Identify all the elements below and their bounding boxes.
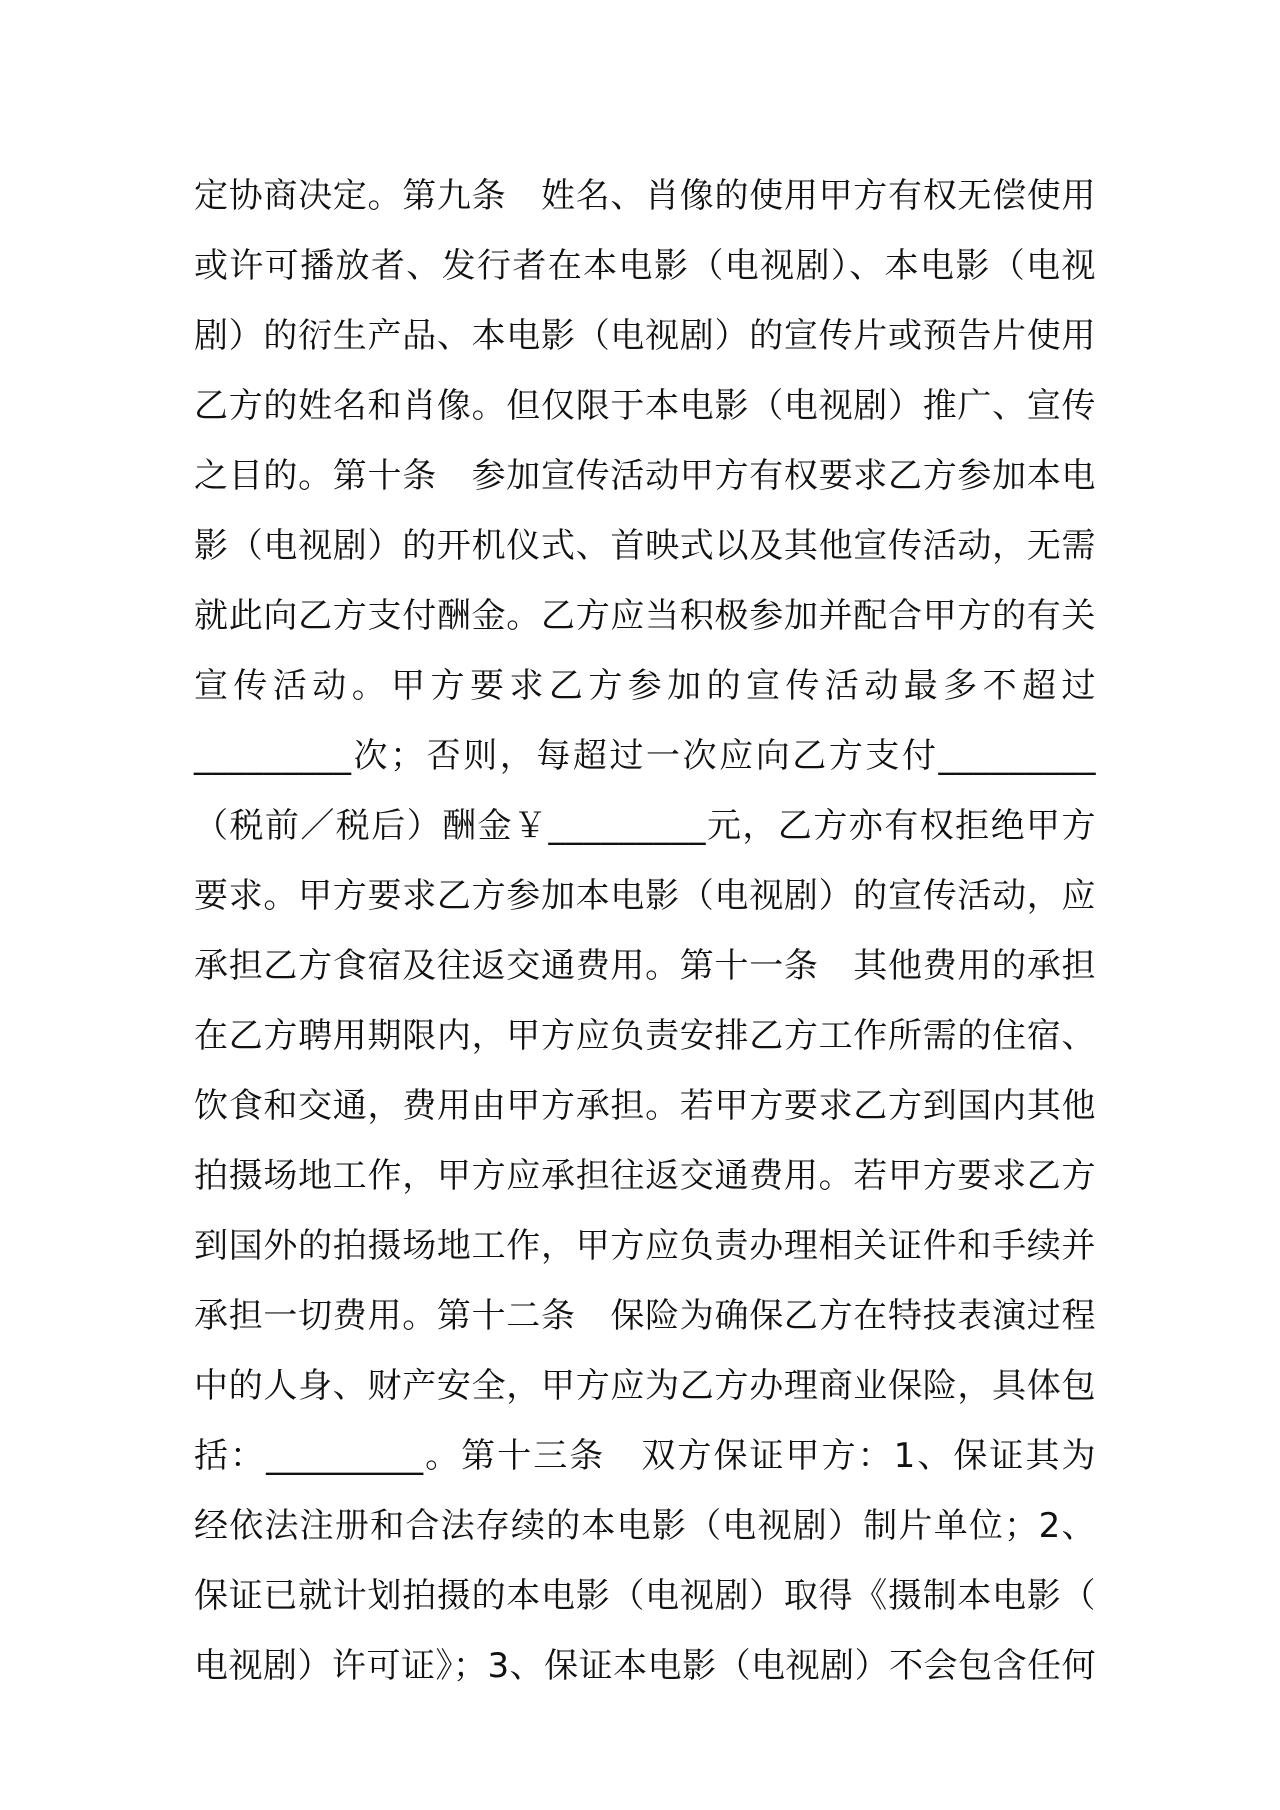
text-line: 承担乙方食宿及往返交通费用。第十一条 其他费用的承担 bbox=[194, 946, 1096, 986]
text-line: 乙方的姓名和肖像。但仅限于本电影（电视剧）推广、宣传 bbox=[194, 386, 1096, 426]
text-line: 饮食和交通，费用由甲方承担。若甲方要求乙方到国内其他 bbox=[194, 1086, 1096, 1126]
text-line: 之目的。第十条 参加宣传活动甲方有权要求乙方参加本电 bbox=[194, 456, 1096, 496]
text-line: 保证已就计划拍摄的本电影（电视剧）取得《摄制本电影（ bbox=[194, 1576, 1096, 1616]
text-line: 要求。甲方要求乙方参加本电影（电视剧）的宣传活动，应 bbox=[194, 876, 1096, 916]
text-line: 或许可播放者、发行者在本电影（电视剧）、本电影（电视 bbox=[194, 246, 1096, 286]
text-line: 就此向乙方支付酬金。乙方应当积极参加并配合甲方的有关 bbox=[194, 596, 1096, 636]
text-line: 到国外的拍摄场地工作，甲方应负责办理相关证件和手续并 bbox=[194, 1226, 1096, 1266]
text-line: 宣传活动。甲方要求乙方参加的宣传活动最多不超过 bbox=[194, 666, 1096, 706]
text-line: 承担一切费用。第十二条 保险为确保乙方在特技表演过程 bbox=[194, 1296, 1096, 1336]
text-line: 中的人身、财产安全，甲方应为乙方办理商业保险，具体包 bbox=[194, 1366, 1096, 1406]
text-line: （税前／税后）酬金￥_________元，乙方亦有权拒绝甲方 bbox=[194, 806, 1096, 846]
text-line: 影（电视剧）的开机仪式、首映式以及其他宣传活动，无需 bbox=[194, 526, 1096, 566]
text-line: 定协商决定。第九条 姓名、肖像的使用甲方有权无偿使用 bbox=[194, 176, 1096, 216]
text-line: 剧）的衍生产品、本电影（电视剧）的宣传片或预告片使用 bbox=[194, 316, 1096, 356]
text-line: 括：_________。第十三条 双方保证甲方：1、保证其为 bbox=[194, 1436, 1096, 1476]
text-line: 电视剧）许可证》；3、保证本电影（电视剧）不会包含任何 bbox=[194, 1646, 1097, 1686]
text-line: 经依法注册和合法存续的本电影（电视剧）制片单位；2、 bbox=[194, 1506, 1096, 1546]
text-line: 在乙方聘用期限内，甲方应负责安排乙方工作所需的住宿、 bbox=[194, 1016, 1096, 1056]
contract-body-text bbox=[194, 161, 1096, 1701]
text-line: _________次；否则，每超过一次应向乙方支付_________ bbox=[194, 736, 1096, 776]
text-line: 拍摄场地工作，甲方应承担往返交通费用。若甲方要求乙方 bbox=[194, 1156, 1096, 1196]
